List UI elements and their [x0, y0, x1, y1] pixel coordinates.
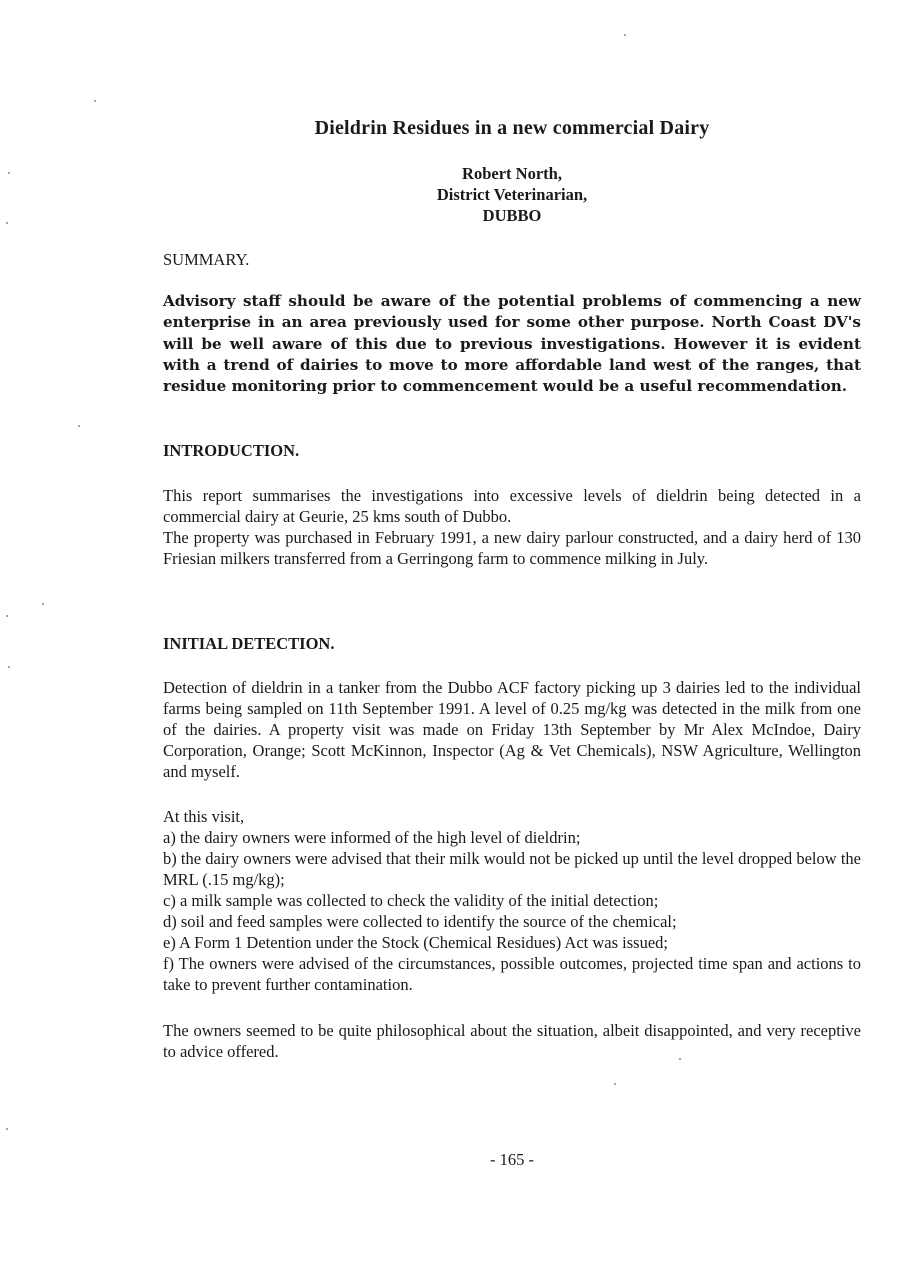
scan-speck	[42, 603, 44, 605]
introduction-paragraph: The property was purchased in February 1991, a new dairy parlour constructed, and a dairy herd of 130 Friesian milkers transferred from a Gerringong farm to commence milking in July.	[163, 528, 861, 568]
list-item: d) soil and feed samples were collected to identify the source of the chemical;	[163, 912, 677, 931]
author-name: Robert North,	[462, 164, 562, 183]
scan-speck	[94, 100, 96, 102]
initial-detection-section	[163, 677, 861, 782]
introduction-section	[163, 485, 861, 569]
visit-actions-section	[163, 806, 861, 995]
scan-speck	[6, 1128, 8, 1130]
scan-speck	[6, 615, 8, 617]
list-item: a) the dairy owners were informed of the high level of dieldrin;	[163, 828, 581, 847]
list-item: c) a milk sample was collected to check the validity of the initial detection;	[163, 891, 659, 910]
scan-speck	[624, 34, 626, 36]
closing-section	[163, 1020, 861, 1062]
list-item: b) the dairy owners were advised that their milk would not be picked up until the level dropped below the MRL (.15 mg/kg);	[163, 849, 861, 889]
page-number: - 165 -	[490, 1150, 534, 1169]
author-location: DUBBO	[482, 206, 542, 225]
summary-text: Advisory staff should be aware of the potential problems of commencing a new enterprise in an area previously used for some other purpose. North Coast DV's will be well aware of this due to previous investigations. However it is evident with a trend of dairies to move to more affordable land west of the ranges, that residue monitoring prior to commencement would be a useful recommendation.	[163, 292, 861, 396]
closing-paragraph: The owners seemed to be quite philosophical about the situation, albeit disappointed, and very receptive to advice offered.	[163, 1021, 861, 1061]
scan-speck	[8, 666, 10, 668]
visit-intro: At this visit,	[163, 807, 245, 826]
summary-section	[163, 291, 861, 397]
author-position: District Veterinarian,	[436, 185, 588, 204]
author-block	[0, 163, 900, 226]
detection-paragraph: Detection of dieldrin in a tanker from the Dubbo ACF factory picking up 3 dairies led to the individual farms being sampled on 11th September 1991. A level of 0.25 mg/kg was detected in the milk from one of the dairies. A property visit was made on Friday 13th September by Mr Alex McIndoe, Dairy Corporation, Orange; Scott McKinnon, Inspector (Ag & Vet Chemicals), NSW Agriculture, Wellington and myself.	[163, 678, 861, 781]
document-title: Dieldrin Residues in a new commercial Dairy	[314, 117, 710, 139]
list-item: e) A Form 1 Detention under the Stock (Chemical Residues) Act was issued;	[163, 933, 668, 952]
list-item: f) The owners were advised of the circumstances, possible outcomes, projected time span and actions to take to prevent further contamination.	[163, 954, 861, 994]
summary-heading: SUMMARY.	[163, 250, 250, 269]
introduction-heading: INTRODUCTION.	[163, 441, 300, 460]
initial-detection-heading: INITIAL DETECTION.	[163, 634, 335, 653]
scan-speck	[614, 1083, 616, 1085]
introduction-paragraph: This report summarises the investigations into excessive levels of dieldrin being detected in a commercial dairy at Geurie, 25 kms south of Dubbo.	[163, 486, 861, 526]
scan-speck	[78, 425, 80, 427]
